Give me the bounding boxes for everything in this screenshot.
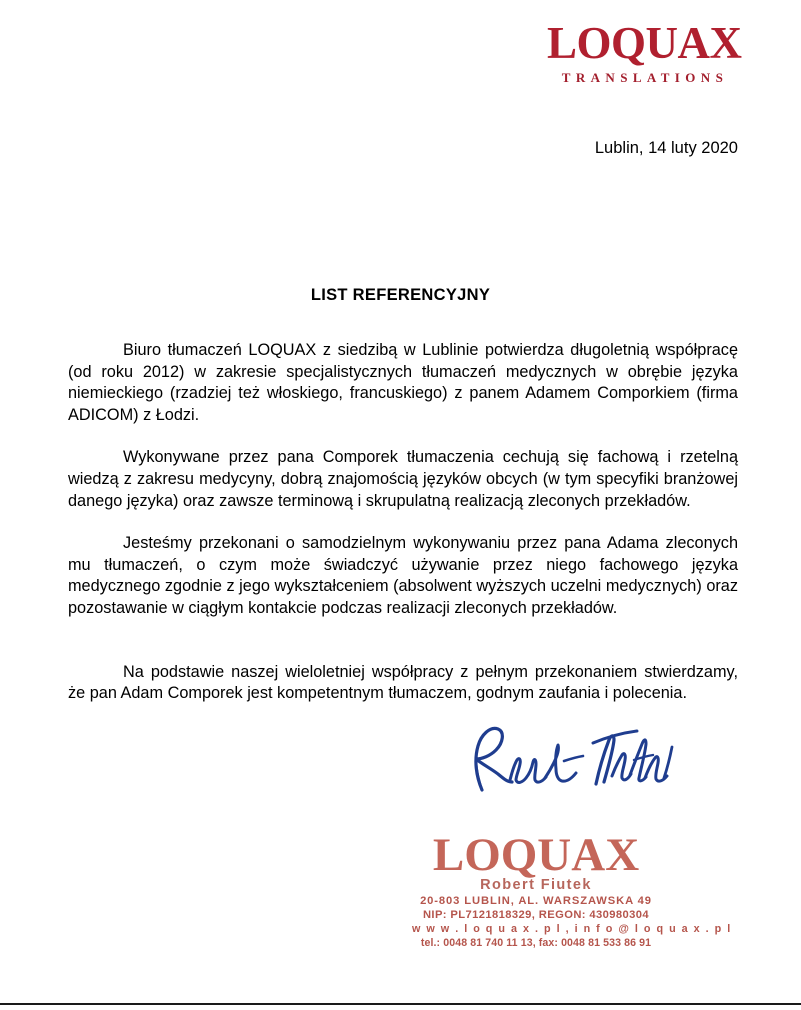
body-paragraph-3: Jesteśmy przekonani o samodzielnym wykonywaniu przez pana Adama zleconych mu tłumaczeń, o czym może świadczyć używanie przez niego fachowego języka medycznego zgodnie z jego wykształceniem (absolwent wyższych uczelni medycznych) oraz pozostawanie w ciągłym kontakcie podczas realizacji zleconych przekładów. (68, 534, 738, 617)
page-title: LIST REFERENCYJNY (310, 286, 491, 304)
stamp-registration: NIP: PL7121818329, REGON: 430980304 (422, 908, 650, 921)
date-line: Lublin, 14 luty 2020 (594, 139, 738, 157)
stamp-owner-name: Robert Fiutek (480, 877, 592, 894)
page-bottom-rule (0, 1003, 801, 1005)
letterhead-logo (547, 18, 742, 85)
body-paragraph-1: Biuro tłumaczeń LOQUAX z siedzibą w Lublinie potwierdza długoletnią współpracę (od roku 2012) w zakresie specjalistycznych tłumaczeń medycznych w obrębie języka niemieckiego (rzadziej też włoskiego, francuskiego) z panem Adamem Comporkiem (firma ADICOM) z Łodzi. (68, 341, 738, 424)
body-paragraph-4: Na podstawie naszej wieloletniej współpracy z pełnym przekonaniem stwierdzamy, że pan Adam Comporek jest kompetentnym tłumaczem, godnym zaufania i polecenia. (68, 662, 738, 703)
stamp-address: 20-803 LUBLIN, AL. WARSZAWSKA 49 (420, 894, 652, 907)
company-logo-subtitle: TRANSLATIONS (561, 69, 729, 85)
letter-body (68, 340, 738, 705)
company-stamp (412, 829, 732, 949)
stamp-wordmark: LOQUAX (432, 829, 640, 881)
signature-icon (446, 712, 676, 807)
body-paragraph-2: Wykonywane przez pana Comporek tłumaczenia cechują się fachową i rzetelną wiedzą z zakresu medycyny, dobrą znajomością języków obcych (w tym specyfiki branżowej danego języka) oraz zawsze terminową i skrupulatną realizacją zleconych przekładów. (68, 448, 738, 510)
stamp-phone: tel.: 0048 81 740 11 13, fax: 0048 81 533 86 91 (420, 936, 652, 949)
stamp-website: w w w . l o q u a x . p l , i n f o @ l o q u a x . p l (412, 923, 732, 936)
company-logo-wordmark: LOQUAX (547, 18, 742, 68)
